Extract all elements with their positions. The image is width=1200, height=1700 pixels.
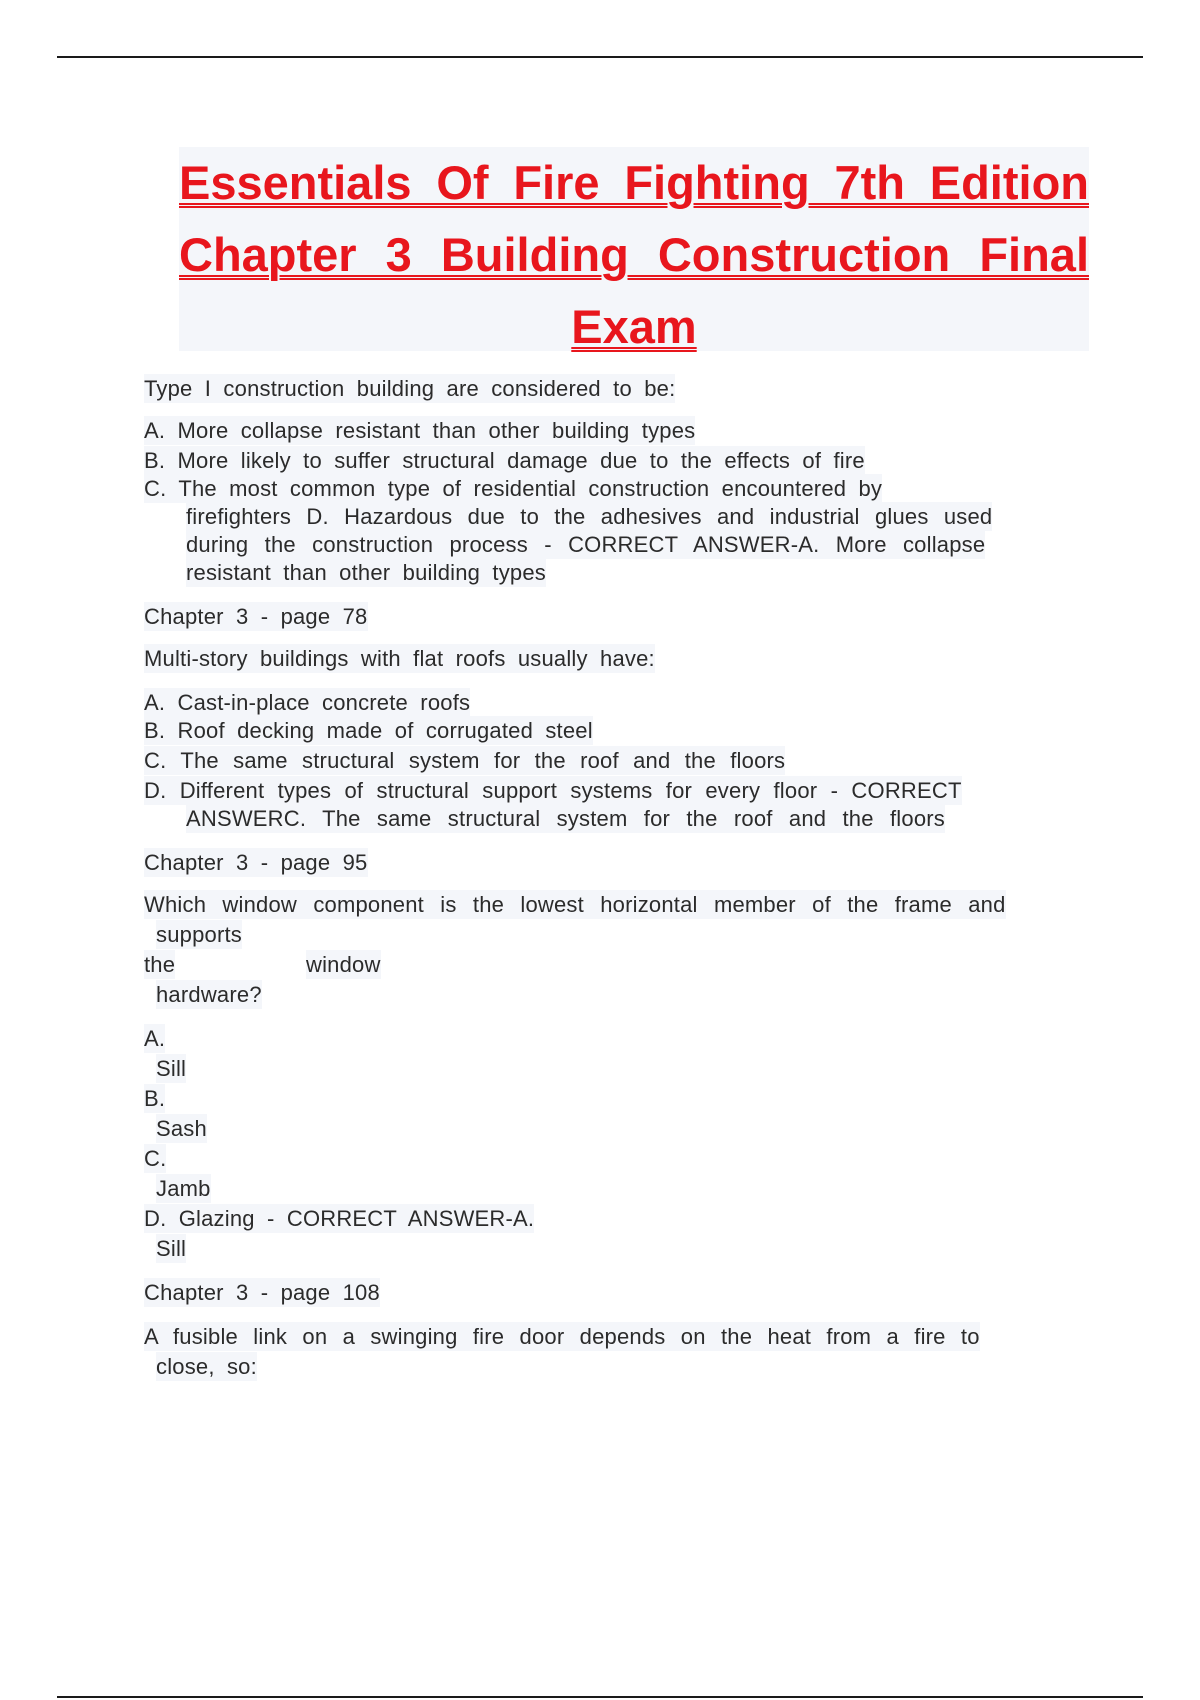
q2-option-c: C. The same structural system for the roof and the floors [144, 748, 786, 773]
question-3-cont-2b: window [306, 952, 381, 977]
q1-option-c-cont-1: firefighters D. Hazardous due to the adhesives and industrial glues used [186, 504, 993, 529]
question-1-text: Type I construction building are considered to be: [144, 376, 676, 401]
q1-option-a: A. More collapse resistant than other building types [144, 418, 696, 443]
question-4-cont: close, so: [156, 1354, 257, 1379]
q2-option-a: A. Cast-in-place concrete roofs [144, 690, 471, 715]
question-4-text: A fusible link on a swinging fire door depends on the heat from a fire to [144, 1324, 980, 1349]
q3-option-a-letter: A. [144, 1026, 166, 1051]
q3-option-c-text: Jamb [156, 1176, 211, 1201]
q3-option-b-text: Sash [156, 1116, 207, 1141]
question-3-text: Which window component is the lowest horizontal member of the frame and [144, 892, 1006, 917]
q1-option-c-cont-3: resistant than other building types [186, 560, 546, 585]
question-3-cont-2a: the [144, 952, 176, 977]
q2-chapter-reference: Chapter 3 - page 95 [144, 850, 368, 875]
question-3-cont-3: hardware? [156, 982, 262, 1007]
q1-option-c-cont-2: during the construction process - CORRECT ANSWER-A. More collapse [186, 532, 986, 557]
bottom-rule [57, 1696, 1143, 1698]
q1-option-c: C. The most common type of residential construction encountered by [144, 476, 883, 501]
q3-chapter-reference: Chapter 3 - page 108 [144, 1280, 380, 1305]
top-rule [57, 56, 1143, 58]
q3-option-d-answer: Sill [156, 1236, 187, 1261]
q2-option-d: D. Different types of structural support systems for every floor - CORRECT [144, 778, 962, 803]
q3-option-a-text: Sill [156, 1056, 187, 1081]
q3-option-d: D. Glazing - CORRECT ANSWER-A. [144, 1206, 535, 1231]
question-3-cont-1: supports [156, 922, 242, 947]
title-line-2: Chapter 3 Building Construction Final [179, 228, 1089, 281]
title-line-1: Essentials Of Fire Fighting 7th Edition [179, 156, 1089, 209]
q2-option-d-cont: ANSWERC. The same structural system for the roof and the floors [186, 806, 945, 831]
document-title [179, 147, 1089, 351]
q3-option-c-letter: C. [144, 1146, 167, 1171]
q3-option-b-letter: B. [144, 1086, 166, 1111]
title-line-3: Exam [571, 300, 697, 353]
q1-chapter-reference: Chapter 3 - page 78 [144, 604, 368, 629]
q2-option-b: B. Roof decking made of corrugated steel [144, 718, 593, 743]
question-2-text: Multi-story buildings with flat roofs usually have: [144, 646, 655, 671]
q1-option-b: B. More likely to suffer structural damage due to the effects of fire [144, 448, 865, 473]
